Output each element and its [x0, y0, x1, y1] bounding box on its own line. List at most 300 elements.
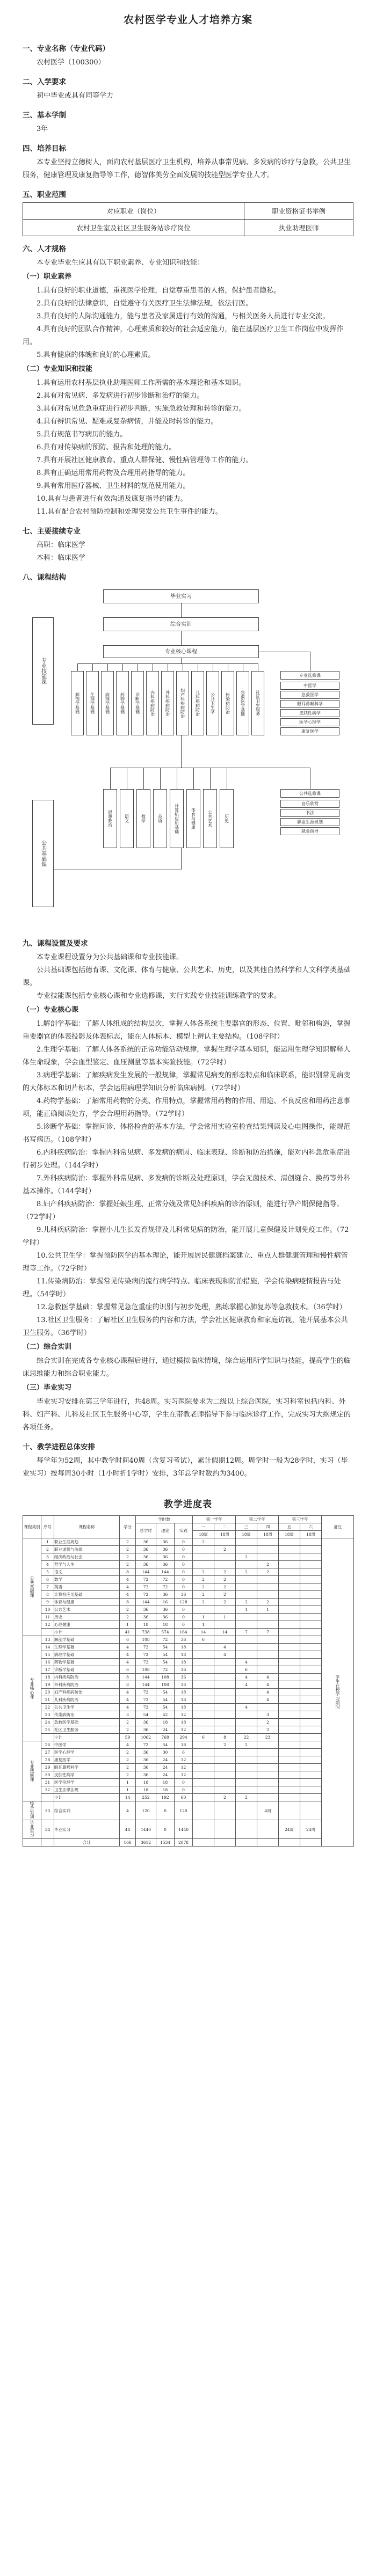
- schedule-header: 学时数: [136, 1516, 193, 1523]
- schedule-cell: 54: [136, 1711, 156, 1719]
- schedule-cell: 120: [136, 1801, 156, 1820]
- schedule-cell: [257, 1666, 279, 1674]
- schedule-cell: 计算机应用基础: [54, 1591, 120, 1599]
- schedule-cell: 18: [156, 1719, 175, 1726]
- continuation-major: 本科：临床医学: [37, 554, 86, 562]
- schedule-cell: [257, 1779, 279, 1786]
- schedule-cell: 体育与健康: [54, 1599, 120, 1606]
- schedule-cell: [236, 1771, 257, 1779]
- elective-course-box: 医学心理学: [280, 718, 339, 726]
- schedule-cell: [193, 1711, 214, 1719]
- schedule-cell: 2: [120, 1771, 136, 1779]
- schedule-cell: 2: [214, 1568, 236, 1576]
- schedule-cell: 36: [136, 1756, 156, 1764]
- schedule-cell: [300, 1801, 322, 1820]
- schedule-cell: [300, 1568, 322, 1576]
- connector-line: [210, 768, 211, 789]
- schedule-cell: [300, 1741, 322, 1749]
- schedule-cell: [279, 1689, 300, 1696]
- schedule-cell: [41, 1629, 54, 1636]
- schedule-cell: 2: [236, 1553, 257, 1561]
- schedule-cell: 18: [156, 1779, 175, 1786]
- schedule-cell: 2: [236, 1794, 257, 1801]
- schedule-cell: 生理学基础: [54, 1644, 120, 1651]
- course-category-label: 公共基础课: [30, 1575, 34, 1597]
- schedule-note-cell: [322, 1538, 354, 1847]
- schedule-cell: 24周: [279, 1820, 300, 1839]
- schedule-cell: 72: [136, 1576, 156, 1583]
- schedule-header: 六: [300, 1523, 322, 1531]
- sub-heading: （一）职业素养: [23, 273, 72, 281]
- schedule-row: [23, 1801, 354, 1820]
- major-name: 农村医学（100300）: [37, 59, 105, 67]
- paragraph: 专业技能课包括专业核心课和专业选修课，实行实践专业技能训练教学的要求。: [37, 992, 281, 1000]
- schedule-cell: 144: [156, 1568, 175, 1576]
- schedule-header: 学分: [120, 1516, 136, 1538]
- core-course-box: 外科疾病防治: [161, 671, 174, 735]
- schedule-cell: 72: [156, 1636, 175, 1644]
- doc-title: 农村医学专业人才培养方案: [123, 14, 252, 26]
- schedule-cell: [236, 1591, 257, 1599]
- schedule-cell: 病理学基础: [54, 1651, 120, 1659]
- schedule-cell: [214, 1820, 236, 1839]
- schedule-cell: 54: [156, 1704, 175, 1711]
- schedule-cell: 36: [175, 1666, 193, 1674]
- schedule-header: 实践: [175, 1523, 193, 1538]
- schedule-row: [23, 1771, 354, 1779]
- schedule-cell: 急救医学基础: [54, 1719, 120, 1726]
- schedule-cell: 6: [120, 1666, 136, 1674]
- course-description: 7.外科疾病防治：掌握外科常见病、多发病的诊断及处理原则，学会无菌技术、清创缝合、换药等外科基本操作。（144学时）: [23, 1174, 351, 1195]
- schedule-cell: [193, 1726, 214, 1734]
- schedule-cell: 心理健康: [54, 1621, 120, 1629]
- section-heading-8: 八、课程结构: [23, 573, 66, 582]
- schedule-row: [23, 1749, 354, 1756]
- schedule-cell: 3: [41, 1553, 54, 1561]
- schedule-header: 18周: [300, 1531, 322, 1538]
- schedule-row: [23, 1561, 354, 1568]
- paragraph: 本专业课程设置分为公共基础课和专业技能课。: [37, 953, 184, 961]
- schedule-cell: [193, 1719, 214, 1726]
- schedule-cell: 4: [120, 1644, 136, 1651]
- schedule-row: [23, 1546, 354, 1553]
- schedule-cell: [193, 1749, 214, 1756]
- schedule-cell: 36: [136, 1764, 156, 1771]
- schedule-cell: 24: [41, 1719, 54, 1726]
- schedule-row: [23, 1681, 354, 1689]
- schedule-cell: [193, 1741, 214, 1749]
- schedule-cell: [279, 1786, 300, 1794]
- schedule-cell: [300, 1719, 322, 1726]
- schedule-cell: 59: [120, 1734, 136, 1741]
- schedule-cell: 2: [193, 1576, 214, 1583]
- schedule-cell: 哲学与人生: [54, 1561, 120, 1568]
- schedule-cell: 1440: [136, 1820, 156, 1839]
- schedule-header: 四: [257, 1523, 279, 1531]
- schedule-cell: 18: [41, 1674, 54, 1681]
- schedule-cell: 36: [175, 1636, 193, 1644]
- continuation-major: 高职：临床医学: [37, 541, 86, 549]
- schedule-cell: 14: [214, 1629, 236, 1636]
- schedule-cell: 574: [156, 1629, 175, 1636]
- schedule-cell: 36: [136, 1546, 156, 1553]
- section-heading-9: 九、课程设置及要求: [23, 939, 88, 948]
- schedule-row: [23, 1576, 354, 1583]
- schedule-cell: 儿科疾病防治: [54, 1696, 120, 1704]
- schedule-cell: 语文: [54, 1568, 120, 1576]
- schedule-cell: 经济政治与社会: [54, 1553, 120, 1561]
- study-length: 3年: [37, 125, 48, 133]
- schedule-cell: [300, 1561, 322, 1568]
- schedule-header: 18周: [279, 1531, 300, 1538]
- schedule-cell: 9: [41, 1599, 54, 1606]
- schedule-cell: 31: [41, 1779, 54, 1786]
- schedule-cell: [214, 1749, 236, 1756]
- schedule-cell: 26: [41, 1741, 54, 1749]
- schedule-cell: 36: [175, 1681, 193, 1689]
- schedule-cell: [257, 1651, 279, 1659]
- core-course-box: 妇产科疾病防治: [176, 671, 189, 735]
- schedule-cell: 4: [120, 1696, 136, 1704]
- schedule-cell: 小计: [54, 1794, 120, 1801]
- schedule-cell: [279, 1629, 300, 1636]
- schedule-cell: [279, 1749, 300, 1756]
- schedule-cell: 英语: [54, 1583, 120, 1591]
- schedule-total-cell: [300, 1839, 322, 1847]
- schedule-cell: [300, 1614, 322, 1621]
- schedule-cell: [279, 1711, 300, 1719]
- schedule-cell: 42: [156, 1711, 175, 1719]
- schedule-cell: [257, 1756, 279, 1764]
- schedule-cell: [300, 1546, 322, 1553]
- connector-line: [107, 663, 108, 671]
- schedule-row: [23, 1591, 354, 1599]
- schedule-cell: 2: [214, 1794, 236, 1801]
- schedule-cell: [257, 1659, 279, 1666]
- section-heading-10: 十、教学进程总体安排: [23, 1443, 95, 1451]
- schedule-row: [23, 1689, 354, 1696]
- professional-quality-list: [23, 284, 353, 362]
- course-description: 4.药物学基础：了解常用药物的分类、作用特点，掌握常用药物的作用、用途、不良反应和用药注意事项，能正确阅读处方，学会合理用药指导。（72学时）: [23, 1097, 351, 1118]
- connector-line: [181, 735, 182, 768]
- schedule-cell: 2: [120, 1719, 136, 1726]
- schedule-cell: [300, 1696, 322, 1704]
- schedule-header: 五: [279, 1523, 300, 1531]
- schedule-row: [23, 1568, 354, 1576]
- schedule-cell: 2: [120, 1726, 136, 1734]
- schedule-cell: [279, 1696, 300, 1704]
- schedule-cell: [279, 1636, 300, 1644]
- schedule-header: 课程名称: [54, 1516, 120, 1538]
- list-item: 3.具有对常见危急重症进行初步判断，实施急救处理和转诊的能力。: [37, 405, 246, 413]
- schedule-cell: 36: [136, 1553, 156, 1561]
- schedule-cell: 8: [41, 1591, 54, 1599]
- schedule-cell: [214, 1553, 236, 1561]
- schedule-cell: [300, 1771, 322, 1779]
- sub-heading: （一）专业核心课: [23, 1006, 79, 1014]
- schedule-cell: [214, 1659, 236, 1666]
- schedule-cell: 6: [193, 1636, 214, 1644]
- schedule-cell: 33: [41, 1801, 54, 1820]
- schedule-cell: [300, 1659, 322, 1666]
- section-heading-7: 七、主要接续专业: [23, 527, 81, 536]
- schedule-row: [23, 1674, 354, 1681]
- section-heading-2: 二、入学要求: [23, 78, 66, 86]
- schedule-cell: 36: [156, 1538, 175, 1546]
- schedule-cell: 2: [193, 1599, 214, 1606]
- schedule-cell: 108: [136, 1666, 156, 1674]
- schedule-cell: 22: [236, 1734, 257, 1741]
- schedule-cell: 72: [156, 1666, 175, 1674]
- schedule-cell: [214, 1621, 236, 1629]
- schedule-cell: 14: [193, 1629, 214, 1636]
- schedule-cell: 卫生法律法规: [54, 1786, 120, 1794]
- elective-course-box: 眼耳鼻喉科学: [280, 700, 339, 708]
- schedule-cell: [279, 1734, 300, 1741]
- schedule-cell: 54: [156, 1644, 175, 1651]
- core-course-box: 内科疾病防治: [146, 671, 159, 735]
- schedule-cell: [279, 1546, 300, 1553]
- schedule-cell: [300, 1629, 322, 1636]
- schedule-cell: [279, 1756, 300, 1764]
- schedule-cell: [300, 1538, 322, 1546]
- schedule-cell: 24: [156, 1756, 175, 1764]
- connector-line: [181, 848, 182, 870]
- schedule-cell: [214, 1726, 236, 1734]
- schedule-cell: [279, 1644, 300, 1651]
- schedule-cell: 2: [120, 1606, 136, 1614]
- schedule-cell: 72: [156, 1576, 175, 1583]
- core-course-box: 诊断学基础: [131, 671, 144, 735]
- schedule-cell: [236, 1561, 257, 1568]
- connector-line: [92, 663, 93, 671]
- schedule-cell: 4周: [257, 1801, 279, 1820]
- schedule-cell: [257, 1644, 279, 1651]
- schedule-cell: 4: [120, 1651, 136, 1659]
- schedule-cell: [236, 1756, 257, 1764]
- schedule-cell: [236, 1801, 257, 1820]
- schedule-cell: 41: [120, 1629, 136, 1636]
- schedule-cell: [257, 1621, 279, 1629]
- schedule-cell: 12: [41, 1621, 54, 1629]
- schedule-cell: 中医学: [54, 1741, 120, 1749]
- schedule-cell: [300, 1749, 322, 1756]
- schedule-cell: [300, 1599, 322, 1606]
- schedule-cell: 康复医学: [54, 1756, 120, 1764]
- core-course-box: 儿科疾病防治: [191, 671, 204, 735]
- core-course-box: 传染病防治: [221, 671, 234, 735]
- course-description: 9.儿科疾病防治：掌握小儿生长发育规律及儿科常见病的防治，能开展儿童保健及计划免疫工作。（72学时）: [23, 1226, 349, 1247]
- schedule-cell: 2: [257, 1561, 279, 1568]
- connector-line: [193, 768, 194, 789]
- core-course-box: 病理学基础: [101, 671, 114, 735]
- schedule-cell: 2: [120, 1561, 136, 1568]
- schedule-cell: [257, 1741, 279, 1749]
- job-table-header: 职业资格证书举例: [244, 203, 353, 220]
- schedule-cell: 738: [136, 1629, 156, 1636]
- course-category-label: 专业核心课: [30, 1677, 34, 1699]
- connector-line: [143, 768, 144, 789]
- schedule-total-cell: 2078: [175, 1839, 193, 1847]
- schedule-cell: [279, 1538, 300, 1546]
- schedule-cell: [279, 1704, 300, 1711]
- schedule-cell: [279, 1771, 300, 1779]
- course-description: 13.社区卫生服务：了解社区卫生服务的内容和方法，学会社区健康教育和家庭访视，能开展基本公共卫生服务。（36学时）: [23, 1316, 348, 1337]
- schedule-cell: 皮肤性病学: [54, 1771, 120, 1779]
- schedule-cell: 2: [236, 1599, 257, 1606]
- comprehensive-training-text: 综合实训在完成各专业核心课程后进行，通过模拟临床情境，综合运用所学知识与技能，提高学生的临床思维能力和综合职业能力。: [23, 1357, 351, 1378]
- schedule-cell: 8: [214, 1734, 236, 1741]
- elective-course-box: 皮肤性病学: [280, 709, 339, 717]
- course-description: 8.妇产科疾病防治：掌握妊娠生理、正常分娩及常见妇科疾病的诊治原则，能进行孕产期保健指导。（72学时）: [23, 1200, 344, 1221]
- schedule-cell: 36: [156, 1591, 175, 1599]
- schedule-cell: 0: [156, 1820, 175, 1839]
- schedule-cell: [300, 1786, 322, 1794]
- schedule-total-cell: [193, 1839, 214, 1847]
- schedule-row: [23, 1820, 354, 1839]
- schedule-cell: 24: [156, 1726, 175, 1734]
- core-course-descriptions: [23, 1018, 353, 1340]
- schedule-cell: 4: [257, 1681, 279, 1689]
- schedule-cell: 54: [156, 1741, 175, 1749]
- schedule-cell: [300, 1583, 322, 1591]
- course-description: 12.急救医学基础：掌握常见急危重症的识别与初步处理，熟练掌握心肺复苏等急救技术。（36学时）: [37, 1303, 346, 1311]
- schedule-row: [23, 1621, 354, 1629]
- schedule-cell: 2: [120, 1546, 136, 1553]
- schedule-cell: 144: [136, 1674, 156, 1681]
- schedule-cell: 历史: [54, 1614, 120, 1621]
- schedule-cell: 72: [136, 1704, 156, 1711]
- public-course-box: 历史: [220, 789, 234, 848]
- schedule-total-cell: [236, 1839, 257, 1847]
- schedule-cell: 34: [41, 1820, 54, 1839]
- core-course-box: 急救医学基础: [236, 671, 249, 735]
- schedule-cell: 8: [120, 1568, 136, 1576]
- schedule-cell: [279, 1741, 300, 1749]
- course-description: 11.传染病防治：掌握常见传染病的流行病学特点、临床表现和防治措施，学会传染病疫情报告与处理。（54学时）: [23, 1278, 341, 1298]
- connector-line: [181, 658, 182, 663]
- schedule-cell: 3: [120, 1711, 136, 1719]
- schedule-cell: [193, 1786, 214, 1794]
- sub-heading: （三）毕业实习: [23, 1384, 72, 1392]
- schedule-cell: 0: [175, 1786, 193, 1794]
- schedule-cell: [214, 1756, 236, 1764]
- internship-box: 毕业实习: [103, 589, 259, 603]
- schedule-cell: 6: [41, 1576, 54, 1583]
- schedule-cell: 120: [175, 1801, 193, 1820]
- schedule-cell: 2: [257, 1719, 279, 1726]
- schedule-cell: [257, 1820, 279, 1839]
- schedule-cell: 29: [41, 1764, 54, 1771]
- schedule-cell: 48: [120, 1820, 136, 1839]
- schedule-cell: [193, 1696, 214, 1704]
- schedule-cell: [236, 1614, 257, 1621]
- schedule-cell: 1: [120, 1779, 136, 1786]
- schedule-body: [23, 1538, 354, 1847]
- elective-course-box: 康复医学: [280, 727, 339, 735]
- schedule-cell: 24周: [300, 1820, 322, 1839]
- schedule-cell: [214, 1711, 236, 1719]
- schedule-cell: 30: [41, 1771, 54, 1779]
- schedule-cell: [257, 1636, 279, 1644]
- schedule-row: [23, 1734, 354, 1741]
- sub-heading: （二）专业知识和技能: [23, 365, 93, 373]
- skill-course-label: 专业技能课: [32, 617, 54, 725]
- internship-text: 毕业实习安排在第三学年进行，共48周。实习医院要求为二级以上综合医院，实习科室包括内科、外科、妇产科、儿科及社区卫生服务中心等，学生在带教老师指导下参与临床诊疗工作，完成实习大纲规定的各项任务。: [23, 1398, 351, 1432]
- schedule-cell: 2: [120, 1756, 136, 1764]
- schedule-header: 18周: [236, 1531, 257, 1538]
- schedule-total-cell: [257, 1839, 279, 1847]
- schedule-title: 教学进度表: [164, 1499, 212, 1510]
- schedule-cell: 72: [136, 1741, 156, 1749]
- schedule-total-cell: 3612: [136, 1839, 156, 1847]
- schedule-header: 18周: [193, 1531, 214, 1538]
- schedule-cell: 13: [41, 1636, 54, 1644]
- schedule-cell: [257, 1576, 279, 1583]
- job-table-header: 对应职业（岗位）: [23, 203, 244, 220]
- schedule-cell: [214, 1674, 236, 1681]
- schedule-cell: 14: [41, 1644, 54, 1651]
- paragraph: 公共基础课包括德育课、文化课、体育与健康、公共艺术、历史，以及其他自然科学和人文科学类基础课。: [23, 966, 351, 987]
- schedule-cell: [279, 1568, 300, 1576]
- schedule-cell: [214, 1779, 236, 1786]
- schedule-total-cell: [279, 1839, 300, 1847]
- schedule-row: [23, 1666, 354, 1674]
- schedule-cell: 4: [120, 1576, 136, 1583]
- schedule-cell: 0: [175, 1568, 193, 1576]
- list-item: 1.具有良好的职业道德，重视医学伦理，自觉尊重患者的人格，保护患者隐私。: [37, 287, 281, 295]
- schedule-header: 三: [236, 1523, 257, 1531]
- schedule-cell: 18: [136, 1786, 156, 1794]
- schedule-cell: [236, 1538, 257, 1546]
- schedule-cell: [257, 1553, 279, 1561]
- schedule-cell: 6: [120, 1636, 136, 1644]
- schedule-cell: [193, 1794, 214, 1801]
- public-elective-label: 公共选修课: [280, 789, 339, 798]
- schedule-row: [23, 1794, 354, 1801]
- schedule-cell: 10: [41, 1606, 54, 1614]
- schedule-cell: 72: [156, 1583, 175, 1591]
- connector-line: [77, 663, 78, 671]
- public-course-box: 公共艺术: [203, 789, 217, 848]
- schedule-cell: [193, 1704, 214, 1711]
- schedule-cell: [279, 1583, 300, 1591]
- schedule-cell: 7: [236, 1629, 257, 1636]
- job-table: [23, 202, 353, 236]
- schedule-cell: 0: [175, 1606, 193, 1614]
- schedule-cell: [279, 1553, 300, 1561]
- schedule-cell: [214, 1719, 236, 1726]
- schedule-cell: 128: [175, 1599, 193, 1606]
- schedule-cell: 20: [41, 1689, 54, 1696]
- schedule-cell: [193, 1666, 214, 1674]
- schedule-cell: 192: [156, 1794, 175, 1801]
- schedule-cell: 0: [175, 1538, 193, 1546]
- schedule-cell: 4: [236, 1681, 257, 1689]
- schedule-row: [23, 1538, 354, 1546]
- schedule-cell: 72: [136, 1651, 156, 1659]
- schedule-cell: 公共艺术: [54, 1606, 120, 1614]
- schedule-cell: 36: [136, 1719, 156, 1726]
- schedule-cell: 诊断学基础: [54, 1666, 120, 1674]
- schedule-cell: 1: [257, 1606, 279, 1614]
- course-category-label: 综合实训: [30, 1801, 34, 1819]
- schedule-cell: [236, 1820, 257, 1839]
- schedule-cell: [193, 1561, 214, 1568]
- course-category-label: 毕业实习: [30, 1820, 34, 1837]
- schedule-cell: 2: [236, 1568, 257, 1576]
- schedule-cell: 14: [120, 1794, 136, 1801]
